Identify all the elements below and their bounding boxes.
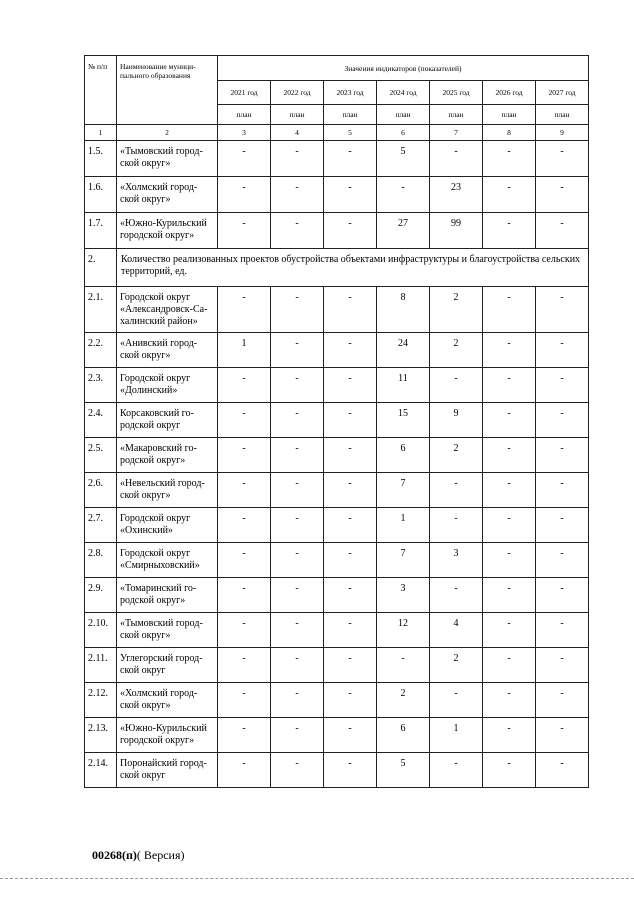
indicator-value: -: [377, 648, 430, 683]
municipality-name: Корсаковский го-родской округ: [117, 403, 218, 438]
indicator-value: -: [536, 368, 589, 403]
indicator-value: -: [430, 368, 483, 403]
indicator-value: -: [271, 718, 324, 753]
row-number: 2.7.: [85, 508, 117, 543]
indicator-value: -: [218, 438, 271, 473]
indicator-value: -: [271, 333, 324, 368]
row-number: 2.: [85, 249, 117, 287]
header-col-index: 6: [377, 125, 430, 141]
row-number: 2.8.: [85, 543, 117, 578]
row-number: 2.6.: [85, 473, 117, 508]
row-number: 2.3.: [85, 368, 117, 403]
indicator-value: -: [324, 508, 377, 543]
indicator-value: -: [324, 333, 377, 368]
indicator-value: -: [536, 718, 589, 753]
row-number: 1.5.: [85, 141, 117, 177]
indicator-value: -: [430, 141, 483, 177]
indicator-value: -: [483, 543, 536, 578]
indicator-value: -: [430, 473, 483, 508]
municipality-name: «Холмский город-ской округ»: [117, 683, 218, 718]
municipality-name: «Невельский город-ской округ»: [117, 473, 218, 508]
table-row: [85, 368, 589, 403]
municipality-name: «Тымовский город-ской округ»: [117, 141, 218, 177]
indicator-value: -: [324, 287, 377, 333]
municipality-name: «Тымовский город-ской округ»: [117, 613, 218, 648]
row-number: 1.6.: [85, 177, 117, 213]
header-col-index: 9: [536, 125, 589, 141]
indicator-value: 2: [377, 683, 430, 718]
indicator-value: -: [218, 543, 271, 578]
indicator-value: -: [324, 403, 377, 438]
indicator-value: -: [218, 368, 271, 403]
header-plan: план: [324, 105, 377, 125]
indicator-value: 6: [377, 718, 430, 753]
indicator-value: 9: [430, 403, 483, 438]
indicator-value: -: [271, 543, 324, 578]
row-number: 2.13.: [85, 718, 117, 753]
table-row: [85, 578, 589, 613]
header-plan: план: [377, 105, 430, 125]
indicator-value: -: [536, 403, 589, 438]
section-row: [85, 249, 589, 287]
municipality-name: Городской округ «Смирныховский»: [117, 543, 218, 578]
row-number: 2.12.: [85, 683, 117, 718]
indicator-value: -: [536, 648, 589, 683]
header-values: Значения индикаторов (показателей): [218, 56, 589, 81]
header-year: 2025 год: [430, 81, 483, 105]
indicator-value: -: [218, 753, 271, 788]
indicator-value: -: [271, 508, 324, 543]
indicator-value: -: [536, 141, 589, 177]
header-year: 2021 год: [218, 81, 271, 105]
indicator-value: -: [271, 648, 324, 683]
indicator-value: -: [218, 613, 271, 648]
indicator-value: -: [536, 287, 589, 333]
municipality-name: Поронайский город-ской округ: [117, 753, 218, 788]
document-code: 00268(п): [92, 848, 137, 862]
header-col-index: 8: [483, 125, 536, 141]
indicator-value: 27: [377, 213, 430, 249]
header-col-index: 3: [218, 125, 271, 141]
header-plan: план: [218, 105, 271, 125]
indicator-value: -: [324, 368, 377, 403]
indicator-value: -: [483, 683, 536, 718]
row-number: 2.1.: [85, 287, 117, 333]
table-row: [85, 403, 589, 438]
municipality-name: «Южно-Курильский городской округ»: [117, 213, 218, 249]
indicator-value: -: [377, 177, 430, 213]
indicator-value: -: [271, 368, 324, 403]
table-row: [85, 141, 589, 177]
row-number: 2.9.: [85, 578, 117, 613]
indicator-value: -: [483, 473, 536, 508]
document-footer: [92, 848, 185, 863]
section-title: Количество реализованных проектов обустройства объектами инфраструктуры и благоустройства сельских территорий, ед.: [117, 249, 589, 287]
indicator-value: -: [483, 403, 536, 438]
indicator-value: -: [324, 473, 377, 508]
indicator-value: 2: [430, 333, 483, 368]
header-col-index: 4: [271, 125, 324, 141]
indicator-value: -: [271, 613, 324, 648]
indicator-value: 23: [430, 177, 483, 213]
table-row: [85, 508, 589, 543]
indicator-value: -: [430, 508, 483, 543]
indicators-table: [84, 55, 589, 788]
table-row: [85, 473, 589, 508]
indicator-value: 2: [430, 287, 483, 333]
indicator-value: -: [536, 473, 589, 508]
row-number: 1.7.: [85, 213, 117, 249]
header-index-row: [85, 125, 589, 141]
indicator-value: -: [218, 287, 271, 333]
table-row: [85, 648, 589, 683]
indicator-value: -: [536, 508, 589, 543]
indicator-value: 2: [430, 438, 483, 473]
indicator-value: -: [483, 578, 536, 613]
table-body: [85, 141, 589, 788]
indicator-value: -: [483, 213, 536, 249]
indicator-value: -: [483, 753, 536, 788]
indicator-value: -: [536, 177, 589, 213]
indicator-value: -: [483, 613, 536, 648]
table-row: [85, 753, 589, 788]
header-col-index: 5: [324, 125, 377, 141]
table-row: [85, 287, 589, 333]
table-row: [85, 613, 589, 648]
row-number: 2.4.: [85, 403, 117, 438]
indicator-value: -: [483, 718, 536, 753]
indicator-value: -: [271, 753, 324, 788]
document-version: ( Версия): [136, 848, 185, 862]
indicator-value: -: [324, 753, 377, 788]
indicator-value: -: [324, 543, 377, 578]
indicator-value: 7: [377, 543, 430, 578]
municipality-name: Углегорский город-ской округ: [117, 648, 218, 683]
indicator-value: 8: [377, 287, 430, 333]
indicator-value: 2: [430, 648, 483, 683]
indicator-value: -: [483, 287, 536, 333]
header-plan: план: [483, 105, 536, 125]
table-row: [85, 683, 589, 718]
indicator-value: 99: [430, 213, 483, 249]
indicator-value: -: [430, 578, 483, 613]
indicator-value: 3: [377, 578, 430, 613]
indicator-value: -: [483, 438, 536, 473]
indicator-value: 3: [430, 543, 483, 578]
row-number: 2.2.: [85, 333, 117, 368]
indicator-value: 12: [377, 613, 430, 648]
indicator-value: -: [218, 508, 271, 543]
indicator-value: -: [218, 718, 271, 753]
indicator-value: -: [324, 613, 377, 648]
indicator-value: -: [483, 648, 536, 683]
indicator-value: -: [324, 718, 377, 753]
municipality-name: «Холмский город-ской округ»: [117, 177, 218, 213]
header-plan: план: [271, 105, 324, 125]
indicator-value: -: [218, 578, 271, 613]
header-year: 2026 год: [483, 81, 536, 105]
indicator-value: -: [536, 333, 589, 368]
indicator-value: -: [536, 543, 589, 578]
indicator-value: 1: [377, 508, 430, 543]
indicator-value: -: [271, 438, 324, 473]
indicator-value: -: [218, 403, 271, 438]
row-number: 2.5.: [85, 438, 117, 473]
table-row: [85, 438, 589, 473]
indicator-value: -: [271, 213, 324, 249]
header-name: Наименование муници-пального образования: [117, 56, 218, 125]
indicator-value: -: [218, 473, 271, 508]
municipality-name: «Макаровский го-родской округ»: [117, 438, 218, 473]
indicator-value: 5: [377, 753, 430, 788]
indicator-value: -: [324, 213, 377, 249]
scan-edge-line: [0, 878, 634, 880]
header-plan: план: [430, 105, 483, 125]
header-plan: план: [536, 105, 589, 125]
indicator-value: -: [324, 648, 377, 683]
indicator-value: -: [271, 177, 324, 213]
indicator-value: -: [536, 578, 589, 613]
indicator-value: 1: [430, 718, 483, 753]
indicator-value: -: [271, 578, 324, 613]
table-row: [85, 718, 589, 753]
indicator-value: 24: [377, 333, 430, 368]
indicator-value: -: [536, 613, 589, 648]
indicator-value: 7: [377, 473, 430, 508]
table-row: [85, 213, 589, 249]
municipality-name: Городской округ «Долинский»: [117, 368, 218, 403]
header-year: 2024 год: [377, 81, 430, 105]
indicator-value: 11: [377, 368, 430, 403]
indicator-value: 6: [377, 438, 430, 473]
indicator-value: 5: [377, 141, 430, 177]
indicator-value: -: [324, 438, 377, 473]
table-row: [85, 177, 589, 213]
indicator-value: -: [324, 141, 377, 177]
header-year: 2023 год: [324, 81, 377, 105]
indicator-value: -: [218, 648, 271, 683]
municipality-name: «Анивский город-ской округ»: [117, 333, 218, 368]
indicator-value: 4: [430, 613, 483, 648]
indicator-value: -: [483, 333, 536, 368]
indicator-value: -: [483, 141, 536, 177]
indicator-value: -: [536, 753, 589, 788]
indicator-value: -: [271, 683, 324, 718]
header-col-index: 1: [85, 125, 117, 141]
header-col-index: 2: [117, 125, 218, 141]
indicator-value: -: [430, 683, 483, 718]
municipality-name: Городской округ «Охинский»: [117, 508, 218, 543]
table-row: [85, 543, 589, 578]
indicator-value: 1: [218, 333, 271, 368]
indicator-value: -: [218, 141, 271, 177]
header-num: № п/п: [85, 56, 117, 125]
indicator-value: -: [430, 753, 483, 788]
indicator-value: -: [271, 403, 324, 438]
row-number: 2.11.: [85, 648, 117, 683]
indicator-value: -: [324, 578, 377, 613]
indicator-value: -: [271, 141, 324, 177]
indicator-value: -: [271, 473, 324, 508]
indicator-value: -: [271, 287, 324, 333]
indicator-value: -: [218, 177, 271, 213]
indicator-value: -: [324, 177, 377, 213]
header-year: 2027 год: [536, 81, 589, 105]
indicator-value: -: [483, 177, 536, 213]
municipality-name: «Южно-Курильский городской округ»: [117, 718, 218, 753]
header-col-index: 7: [430, 125, 483, 141]
header-year: 2022 год: [271, 81, 324, 105]
indicator-value: -: [483, 368, 536, 403]
row-number: 2.10.: [85, 613, 117, 648]
indicator-value: -: [483, 508, 536, 543]
municipality-name: Городской округ «Александровск-Са-халинский район»: [117, 287, 218, 333]
indicator-value: -: [536, 438, 589, 473]
row-number: 2.14.: [85, 753, 117, 788]
table-row: [85, 333, 589, 368]
municipality-name: «Томаринский го-родской округ»: [117, 578, 218, 613]
indicator-value: -: [218, 213, 271, 249]
indicator-value: -: [536, 213, 589, 249]
indicator-value: 15: [377, 403, 430, 438]
indicator-value: -: [324, 683, 377, 718]
indicator-value: -: [218, 683, 271, 718]
indicator-value: -: [536, 683, 589, 718]
